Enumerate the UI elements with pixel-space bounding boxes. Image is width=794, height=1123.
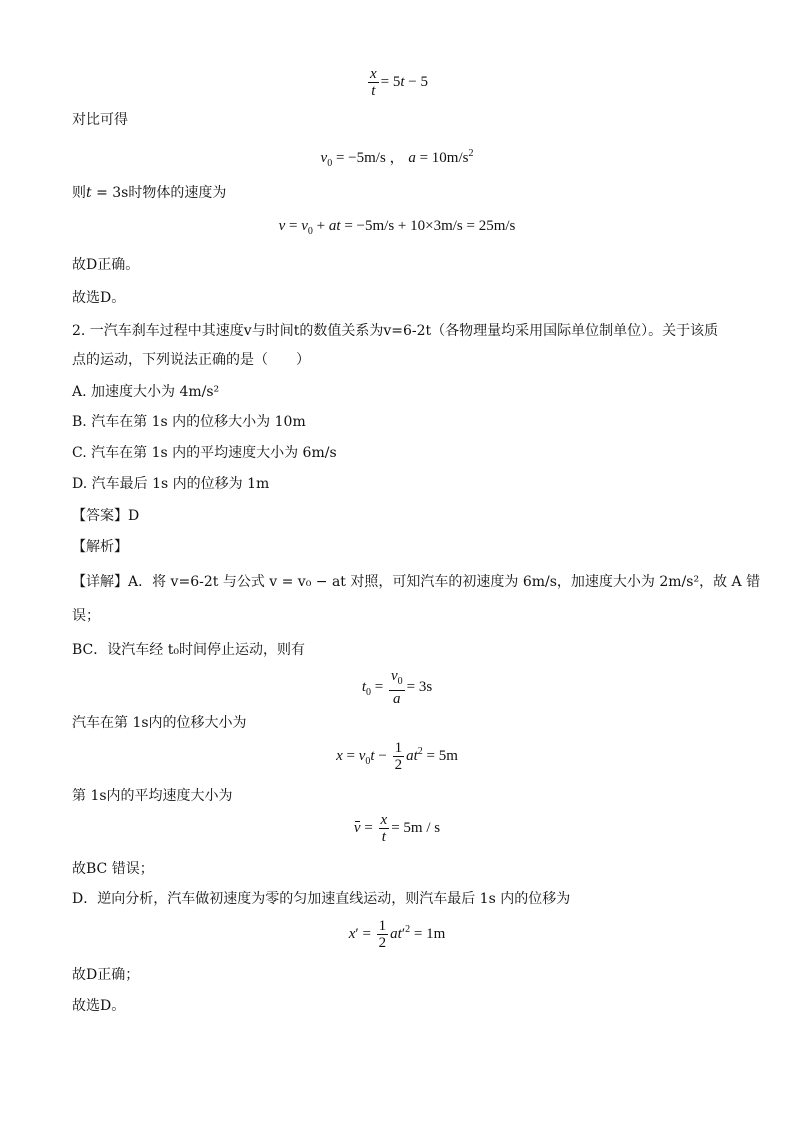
text-line: 汽车在第 1s内的位移大小为 [72,715,247,731]
question-2-line-2: 点的运动，下列说法正确的是（ ） [72,352,310,368]
detail-line-2: 误； [72,608,100,624]
analysis-label: 【解析】 [72,539,128,555]
text-line: 故D正确。 [72,257,140,273]
option-d: D. 汽车最后 1s 内的位移为 1m [72,476,270,492]
option-b: B. 汽车在第 1s 内的位移大小为 10m [72,414,306,430]
d-line: D．逆向分析，汽车做初速度为零的匀加速直线运动，则汽车最后 1s 内的位移为 [72,891,571,907]
answer-value: D [128,508,140,524]
equation-2: $v_0 = -5m/s$ ， $a = 10m/s^2$ [320,148,474,169]
text-line: 则t = 3s时物体的速度为 [72,185,227,201]
text-line: 故D正确； [72,967,140,983]
equation-5: $x = v_0t$ − $\frac{1}{2}$ $at^2 = 5m$ [336,740,458,773]
option-c: C. 汽车在第 1s 内的平均速度大小为 6m/s [72,445,337,461]
answer-line [72,506,139,526]
question-2-line-1: 2. 一汽车刹车过程中其速度v与时间t的数值关系为v=6-2t（各物理量均采用国际单位制单位）。关于该质 [72,323,719,339]
bc-line: BC．设汽车经 t₀时间停止运动，则有 [72,642,305,658]
text-line: 故选D。 [72,998,126,1014]
text-line: 故BC 错误； [72,861,154,877]
equation-4: $t_0$ = $\frac{v_0}{a}$ = 3s [361,668,433,707]
equation-1: $\frac{x}{t}$ = 5t − 5 [369,66,429,99]
equation-7: x′ = $\frac{1}{2}$ $at'^2 = 1m$ [348,918,446,951]
text-line: 第 1s内的平均速度大小为 [72,788,233,804]
answer-label: 【答案】 [72,508,128,524]
equation-3: $v = v_0$ + at = −5m/s + 10×3m/s = 25m/s [278,218,516,237]
detail-line-1: 【详解】A．将 v=6-2t 与公式 v = v₀ − at 对照，可知汽车的初速度为 6m/s，加速度大小为 2m/s²，故 A 错 [72,574,761,590]
text-line: 故选D。 [72,290,126,306]
text-line: 对比可得 [72,112,128,128]
equation-6: v = $\frac{x}{t}$ = 5m / s [353,812,441,845]
option-a: A. 加速度大小为 4m/s² [72,384,220,400]
